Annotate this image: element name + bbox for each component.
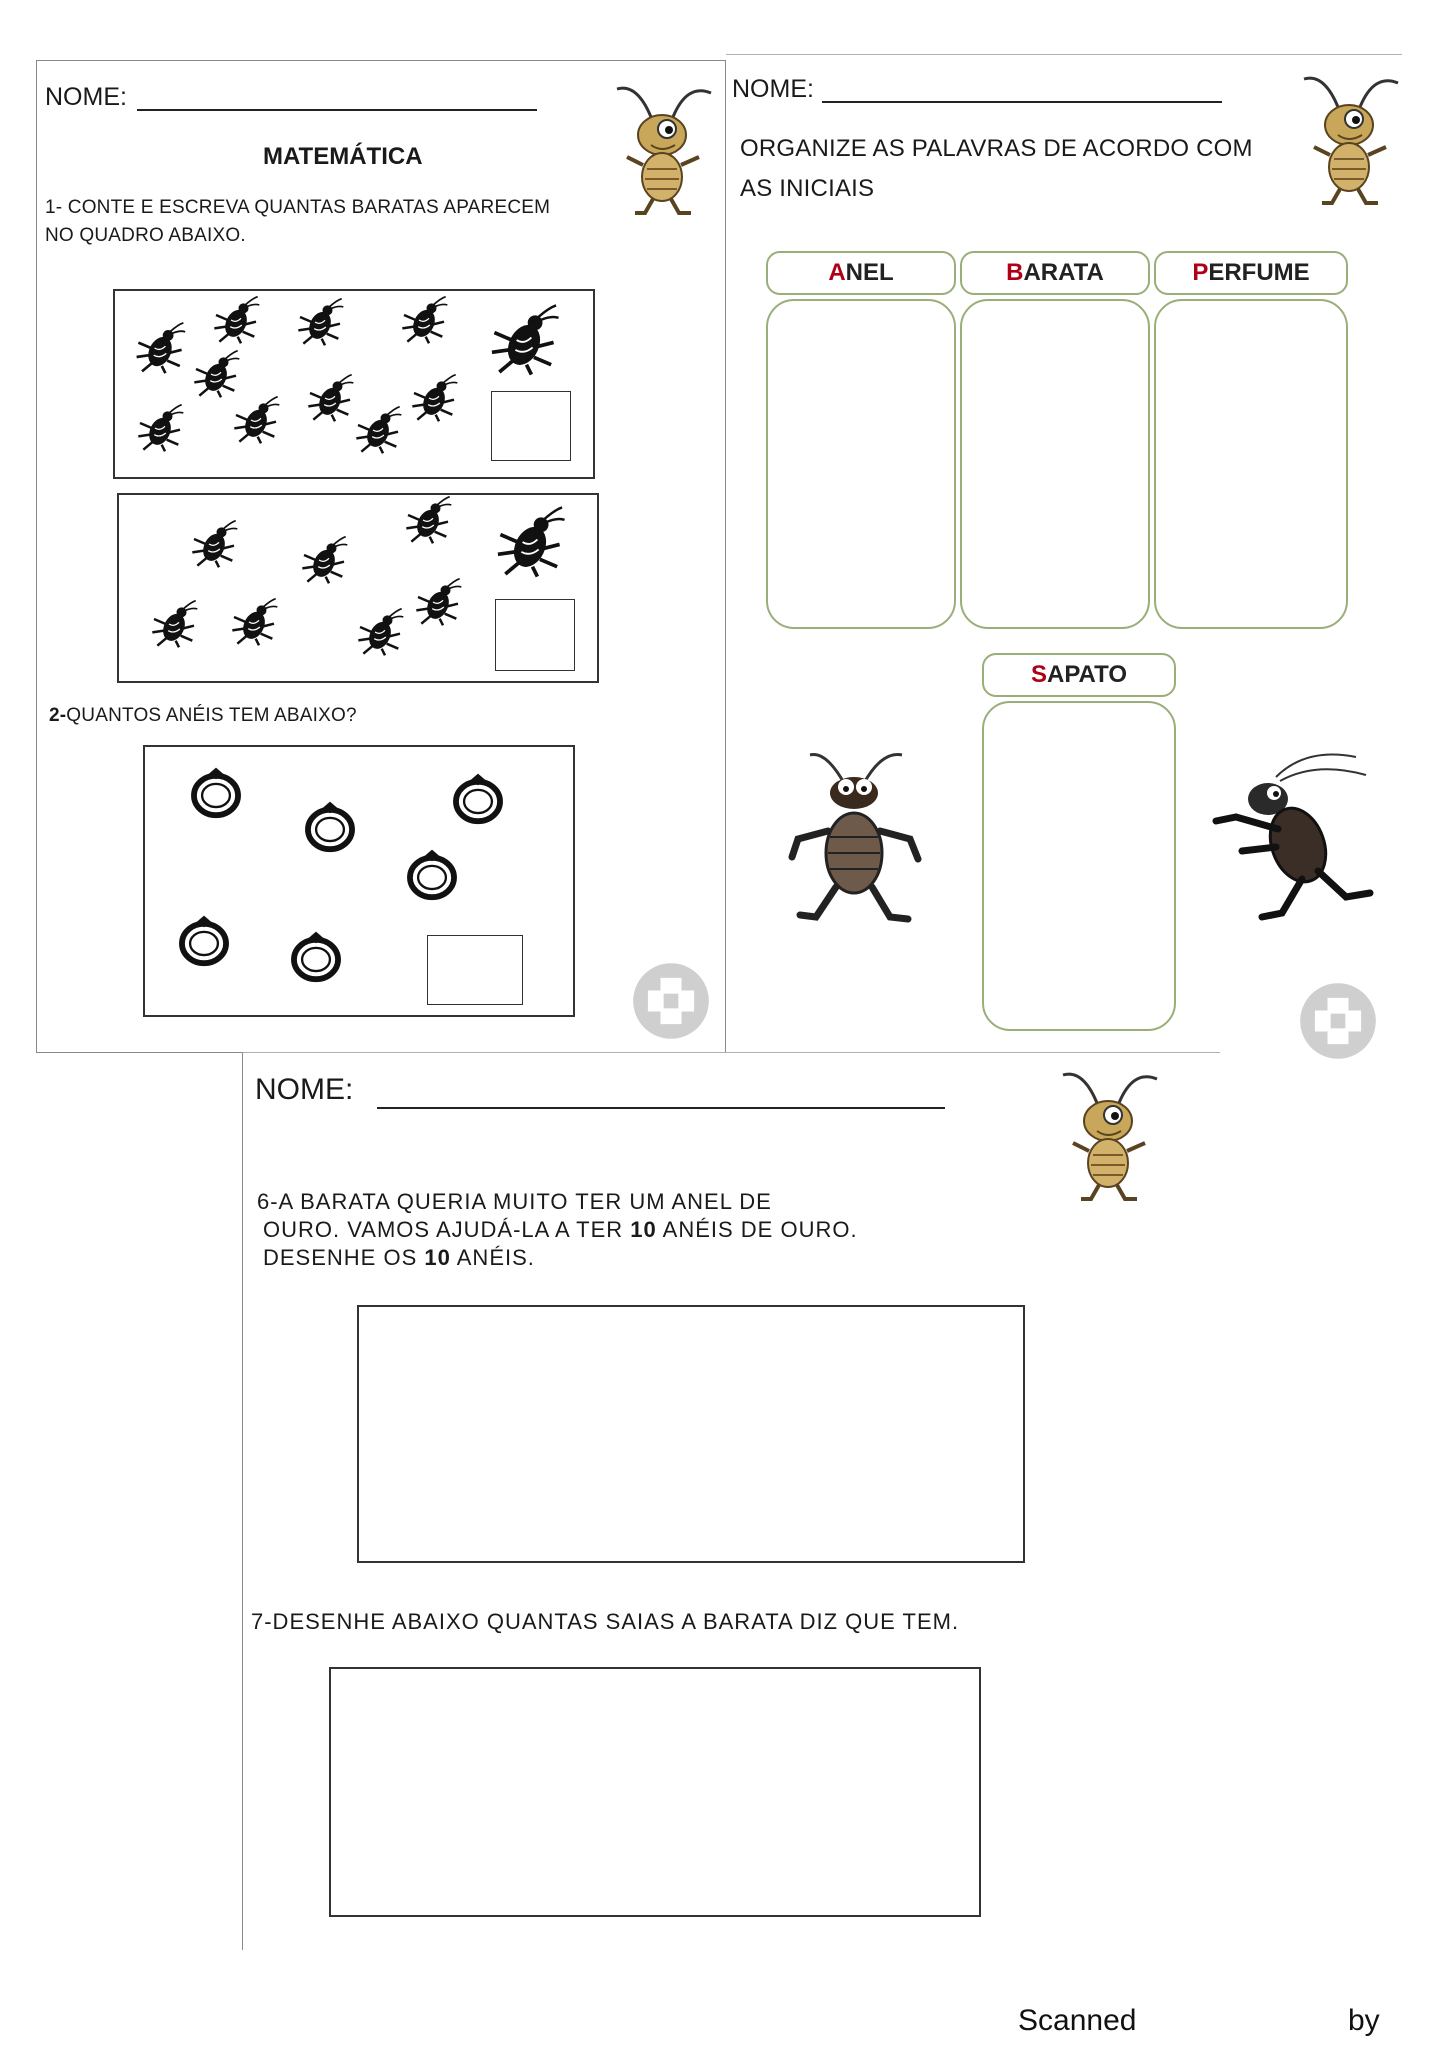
question-6-text: 6-A BARATA QUERIA MUITO TER UM ANEL DE: [257, 1189, 772, 1214]
question-1-text: 1- CONTE E ESCREVA QUANTAS BARATAS APARECEM: [45, 197, 551, 218]
question-2-text: [49, 705, 357, 727]
column-sapato-area[interactable]: [982, 701, 1176, 1031]
question-6-text-end: DESENHE OS 10 ANÉIS.: [263, 1245, 535, 1270]
cockroach-icon: [413, 577, 463, 627]
ring-icon: [301, 797, 359, 855]
name-line[interactable]: [822, 101, 1222, 103]
drawing-box-rings[interactable]: [357, 1305, 1025, 1563]
cockroach-mascot-icon: [607, 73, 717, 223]
cockroach-mascot-icon: [1053, 1059, 1163, 1209]
cockroach-icon: [133, 321, 187, 375]
watermark-icon: [629, 959, 713, 1043]
ring-icon: [449, 769, 507, 827]
question-2-label: QUANTOS ANÉIS TEM ABAIXO?: [66, 705, 357, 726]
count-box-1: [113, 289, 595, 479]
page-title: MATEMÁTICA: [263, 143, 423, 170]
ring-icon: [187, 763, 245, 821]
footer-by: by: [1348, 2004, 1380, 2037]
answer-box[interactable]: [491, 391, 571, 461]
name-label: NOME:: [255, 1073, 354, 1106]
cockroach-icon: [305, 373, 355, 423]
instruction-text-cont: AS INICIAIS: [740, 175, 875, 202]
answer-box[interactable]: [427, 935, 523, 1005]
rings-box: [143, 745, 575, 1017]
cockroach-icon: [229, 597, 279, 647]
cockroach-icon: [149, 599, 199, 649]
name-label: NOME:: [45, 83, 127, 111]
drawing-box-skirts[interactable]: [329, 1667, 981, 1917]
worksheet-organize: [726, 54, 1402, 1054]
worksheet-desenhe: [242, 1052, 1220, 1950]
cockroach-icon: [135, 403, 185, 453]
cockroach-icon: [211, 295, 261, 345]
column-header-sapato: SAPATO: [982, 653, 1176, 697]
question-6-text-cont: OURO. VAMOS AJUDÁ-LA A TER 10 ANÉIS DE OURO.: [263, 1217, 858, 1242]
count-box-2: [117, 493, 599, 683]
cockroach-icon: [403, 495, 453, 545]
column-header-perfume: PERFUME: [1154, 251, 1348, 295]
question-7-text: 7-DESENHE ABAIXO QUANTAS SAIAS A BARATA DIZ QUE TEM.: [251, 1609, 960, 1634]
cockroach-icon: [493, 505, 567, 579]
cockroach-icon: [189, 519, 239, 569]
cockroach-icon: [409, 373, 459, 423]
cockroach-icon: [295, 297, 345, 347]
watermark-icon: [1296, 979, 1380, 1063]
column-perfume-area[interactable]: [1154, 299, 1348, 629]
running-cockroach-icon: [1206, 747, 1376, 927]
question-2-number: 2-: [49, 705, 67, 726]
worksheet-matematica: [36, 60, 726, 1053]
column-barata-area[interactable]: [960, 299, 1150, 629]
column-header-barata: BARATA: [960, 251, 1150, 295]
name-line[interactable]: [377, 1107, 945, 1109]
ring-icon: [175, 911, 233, 969]
cockroach-icon: [191, 349, 241, 399]
name-line[interactable]: [137, 109, 537, 111]
column-header-anel: ANEL: [766, 251, 956, 295]
cockroach-icon: [231, 395, 281, 445]
answer-box[interactable]: [495, 599, 575, 671]
cockroach-mascot-icon: [1294, 63, 1404, 213]
column-anel-area[interactable]: [766, 299, 956, 629]
cockroach-icon: [399, 295, 449, 345]
cockroach-icon: [487, 303, 561, 377]
cockroach-icon: [299, 535, 349, 585]
footer-scanned: Scanned: [1018, 2004, 1137, 2037]
cockroach-icon: [355, 607, 405, 657]
instruction-text: ORGANIZE AS PALAVRAS DE ACORDO COM: [740, 135, 1253, 162]
ring-icon: [287, 927, 345, 985]
name-label: NOME:: [732, 75, 814, 103]
cockroach-icon: [353, 405, 403, 455]
ring-icon: [403, 845, 461, 903]
question-1-text-cont: NO QUADRO ABAIXO.: [45, 225, 246, 246]
scared-cockroach-icon: [786, 747, 926, 937]
